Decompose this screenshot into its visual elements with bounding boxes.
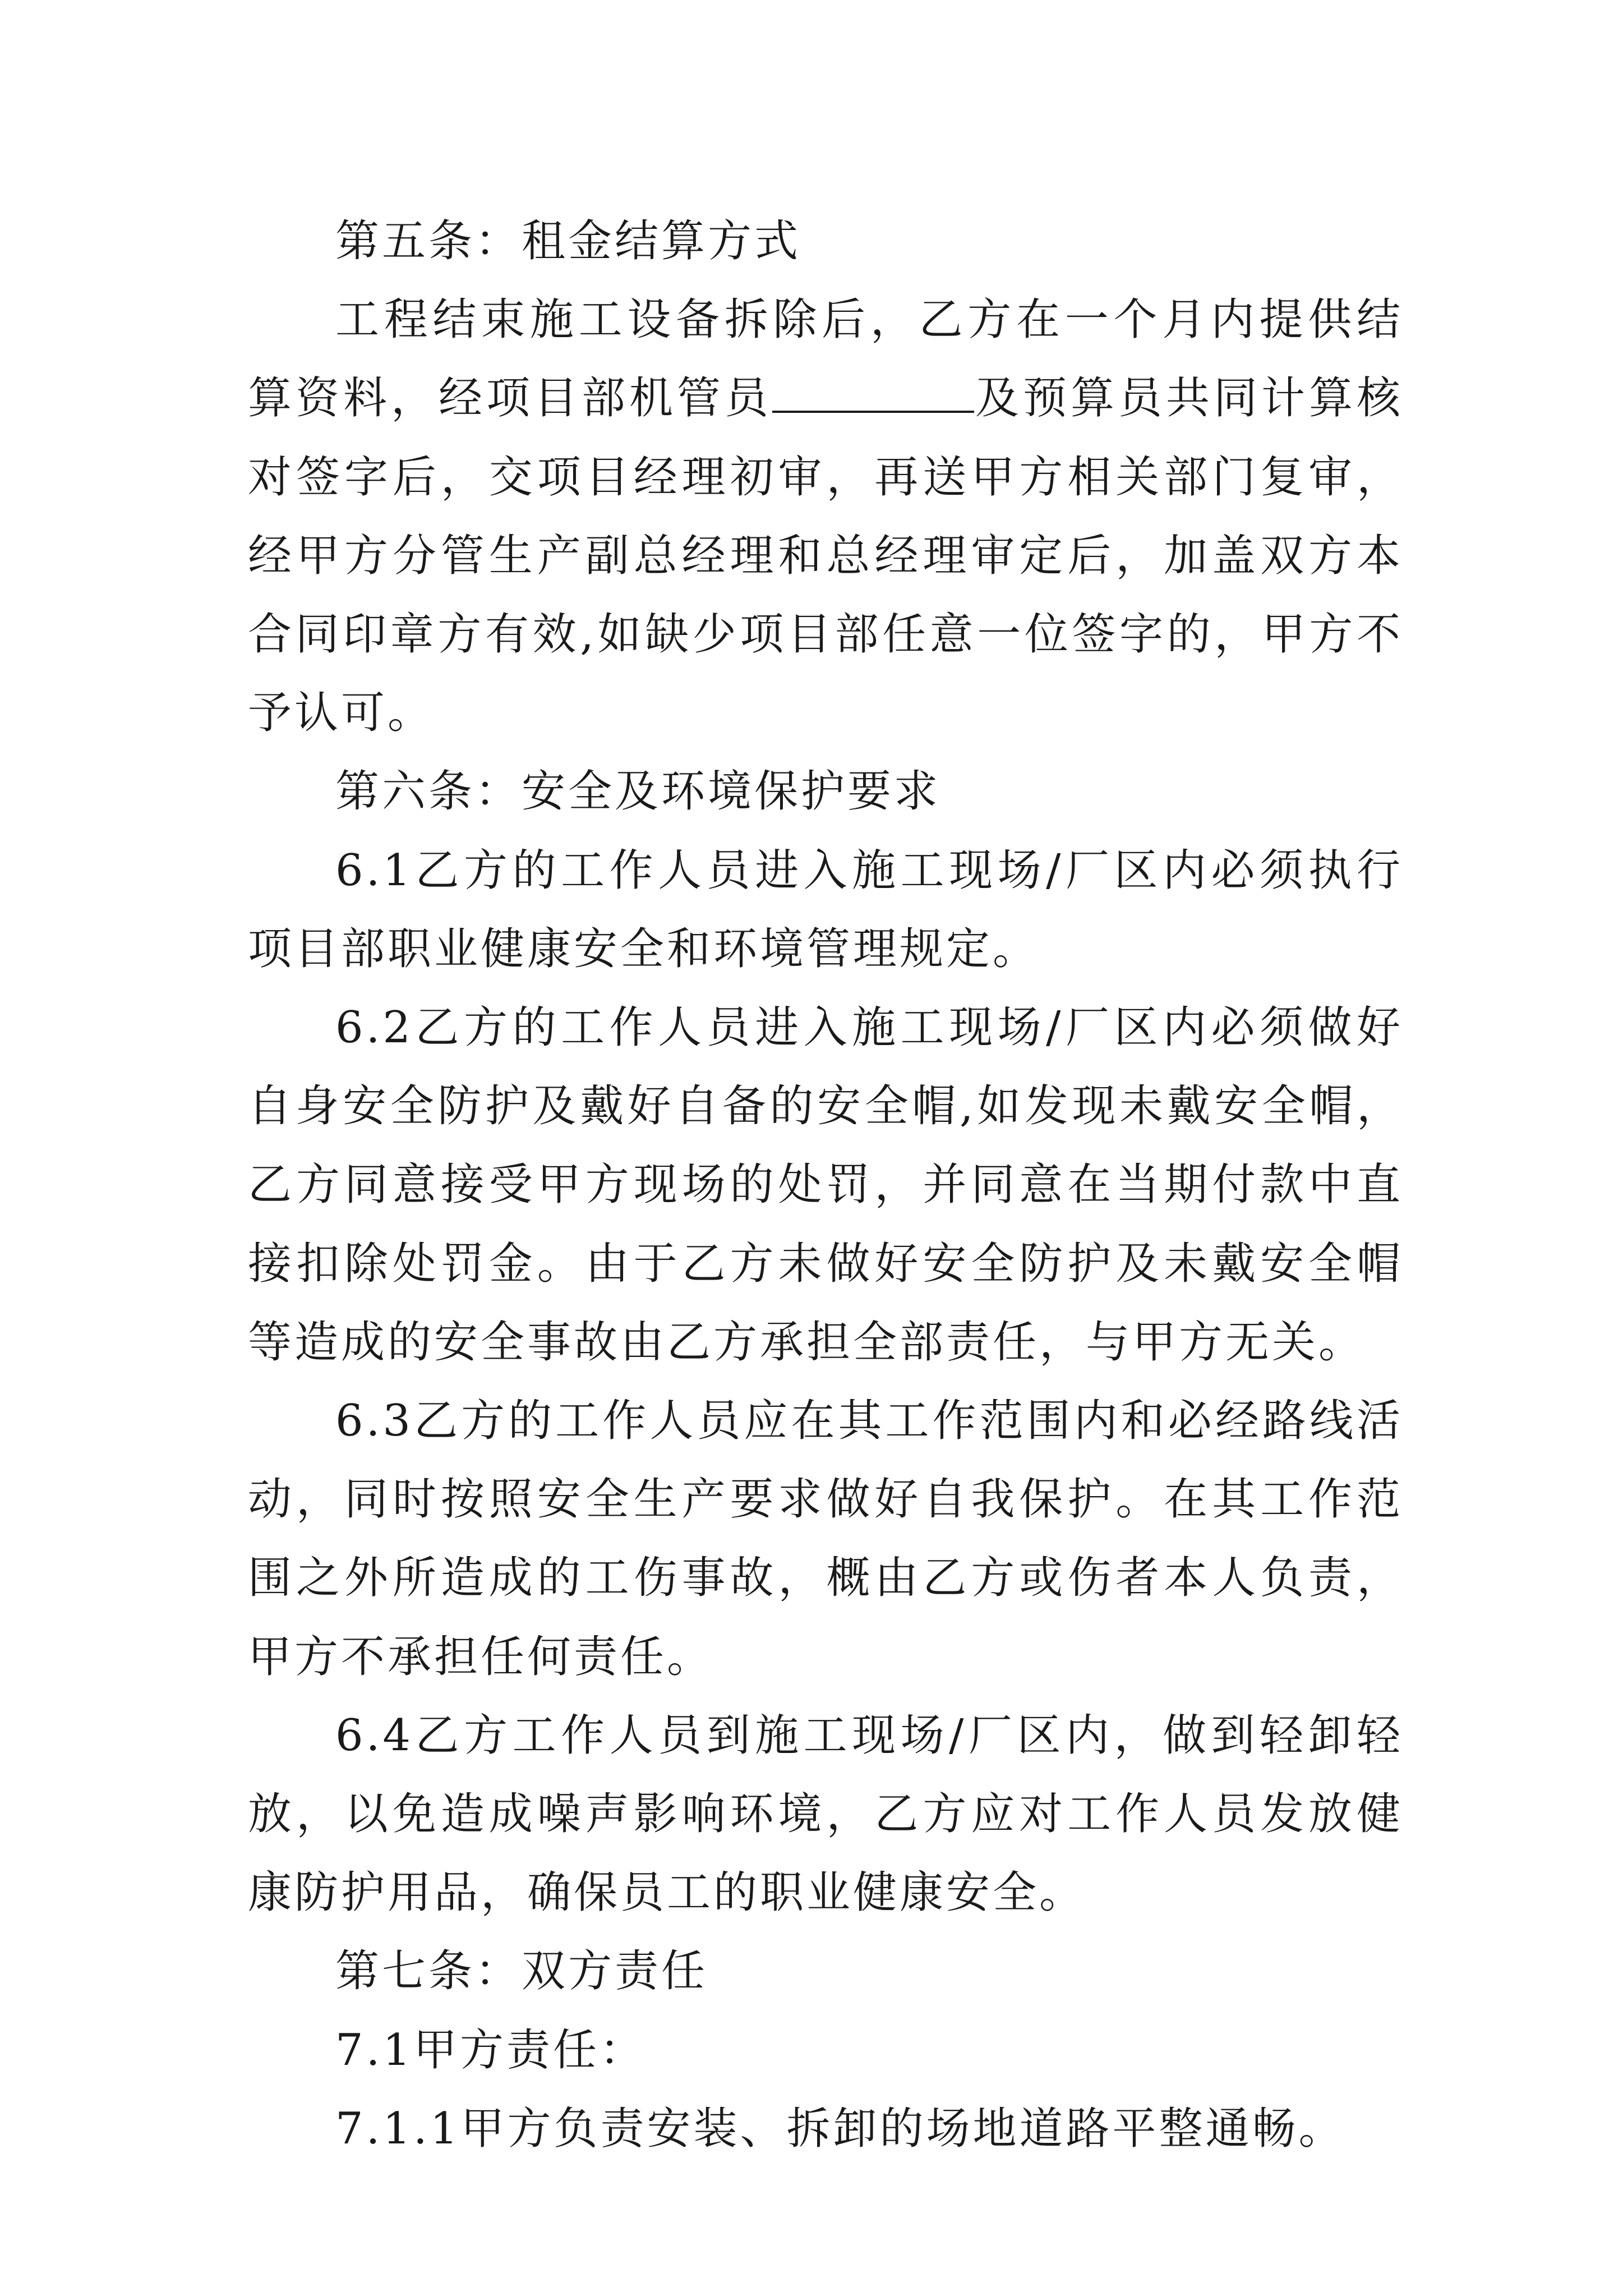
clause-6-3: 6.3乙方的工作人员应在其工作范围内和必经路线活动，同时按照安全生产要求做好自我保护。在其工作范围之外所造成的工伤事故，概由乙方或伤者本人负责，甲方不承担任何责任。 [248,1396,1403,1682]
clause-7-1: 7.1甲方责任： [335,2024,647,2076]
article-7-heading: 第七条：双方责任 [335,1946,708,1997]
clause-7-1-1: 7.1.1甲方负责安装、拆卸的场地道路平整通畅。 [335,2103,1345,2154]
article-6-heading: 第六条：安全及环境保护要求 [335,766,941,817]
document-body [248,202,1403,2168]
clause-6-1: 6.1乙方的工作人员进入施工现场/厂区内必须执行项目部职业健康安全和环境管理规定。 [248,845,1403,974]
article-5-paragraph [248,280,1403,752]
clause-6-2: 6.2乙方的工作人员进入施工现场/厂区内必须做好自身安全防护及戴好自备的安全帽,如发现未戴安全帽，乙方同意接受甲方现场的处罚，并同意在当期付款中直接扣除处罚金。由于乙方未做好安全防护及未戴安全帽等造成的安全事故由乙方承担全部责任，与甲方无关。 [248,1002,1403,1368]
article-5-text-part2: 及预算员共同计算核对签字后，交项目经理初审，再送甲方相关部门复审，经甲方分管生产副总经理和总经理审定后，加盖双方本合同印章方有效,如缺少项目部任意一位签字的，甲方不予认可。 [248,373,1403,739]
signature-blank [772,377,974,413]
article-5-heading: 第五条：租金结算方式 [335,216,801,266]
article-5-text-part1: 工程结束施工设备拆除后，乙方在一个月内提供结算资料，经项目部机管员 [248,295,1403,424]
clause-6-4: 6.4乙方工作人员到施工现场/厂区内，做到轻卸轻放，以免造成噪声影响环境，乙方应对工作人员发放健康防护用品，确保员工的职业健康安全。 [248,1710,1403,1918]
